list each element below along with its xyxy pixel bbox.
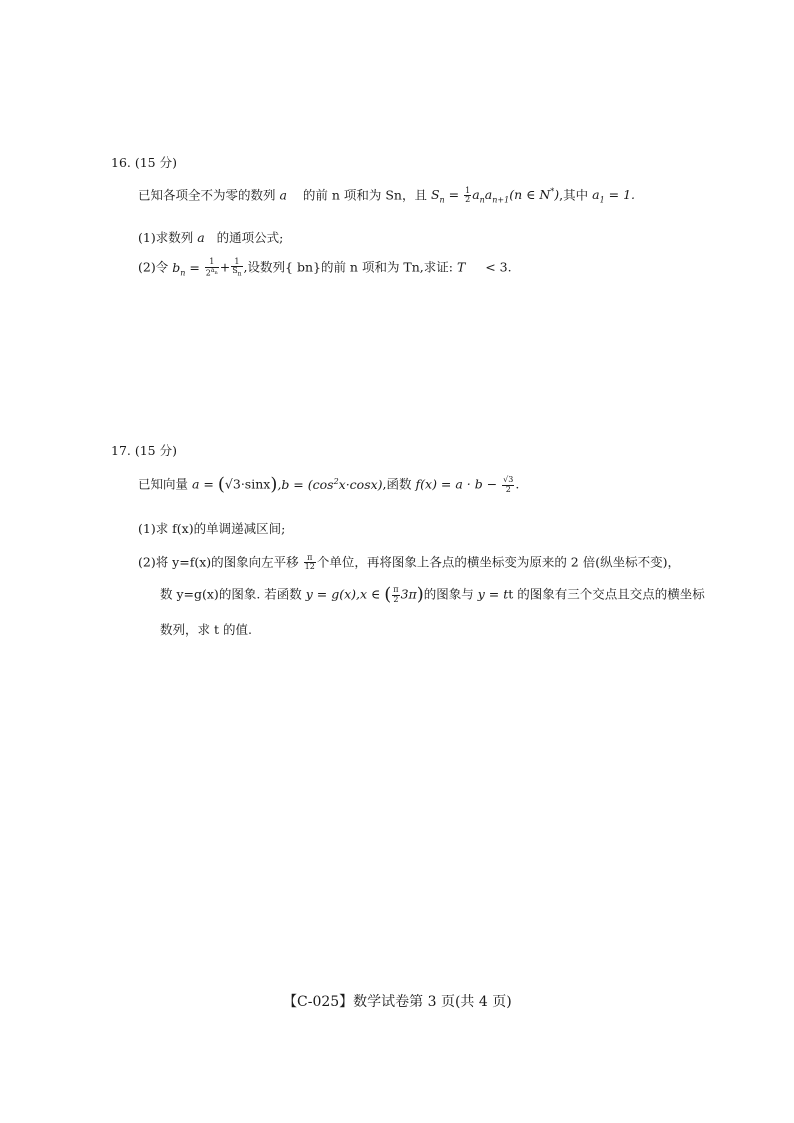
q17-header: 17. (15 分)	[111, 443, 177, 458]
q17-part2: (2)将 y=f(x)的图象向左平移 $\frac{\pi}{12}$ 个单位，再将图象上各点的横坐标变为原来的 2 倍(纵坐标不变)，	[138, 553, 680, 572]
q16-stem: 已知各项全不为零的数列 a 的前 n 项和为 Sn，且 $S_n$ = $\frac{1}{2}$ $a_na_{n+1}(n$ ∈ N*),其中 $a_1 = 1$.	[138, 186, 636, 205]
q16-part1: (1)求数列 a 的通项公式;	[138, 230, 284, 245]
page-footer: 【C-025】数学试卷第 3 页(共 4 页)	[283, 994, 512, 1010]
q17-part1: (1)求 f(x)的单调递减区间;	[138, 521, 286, 536]
q17-part2-cont: 数 y=g(x)的图象. 若函数 y = g(x),x ∈ ( $\frac{\pi}{2}$ 3π)的图象与 y = tt 的图象有三个交点且交点的横坐标	[160, 584, 705, 605]
q17-part2-end: 数列，求 t 的值.	[160, 622, 252, 637]
q17-stem: 已知向量 $a = (√3\cdot\sin x),b = (\cos^2x\cdot\cos x)$,函数 f(x) = a · b − $\frac{√3}{2}$ .	[138, 474, 520, 495]
q16-part2: (2)令 $b_n$ = $\frac{1}{2^{a_n}}$ + $\frac{1}{S_n}$ ,设数列{ bn}的前 n 项和为 Tn,求证: T < 3.	[138, 257, 512, 278]
q16-header: 16. (15 分)	[111, 155, 177, 170]
